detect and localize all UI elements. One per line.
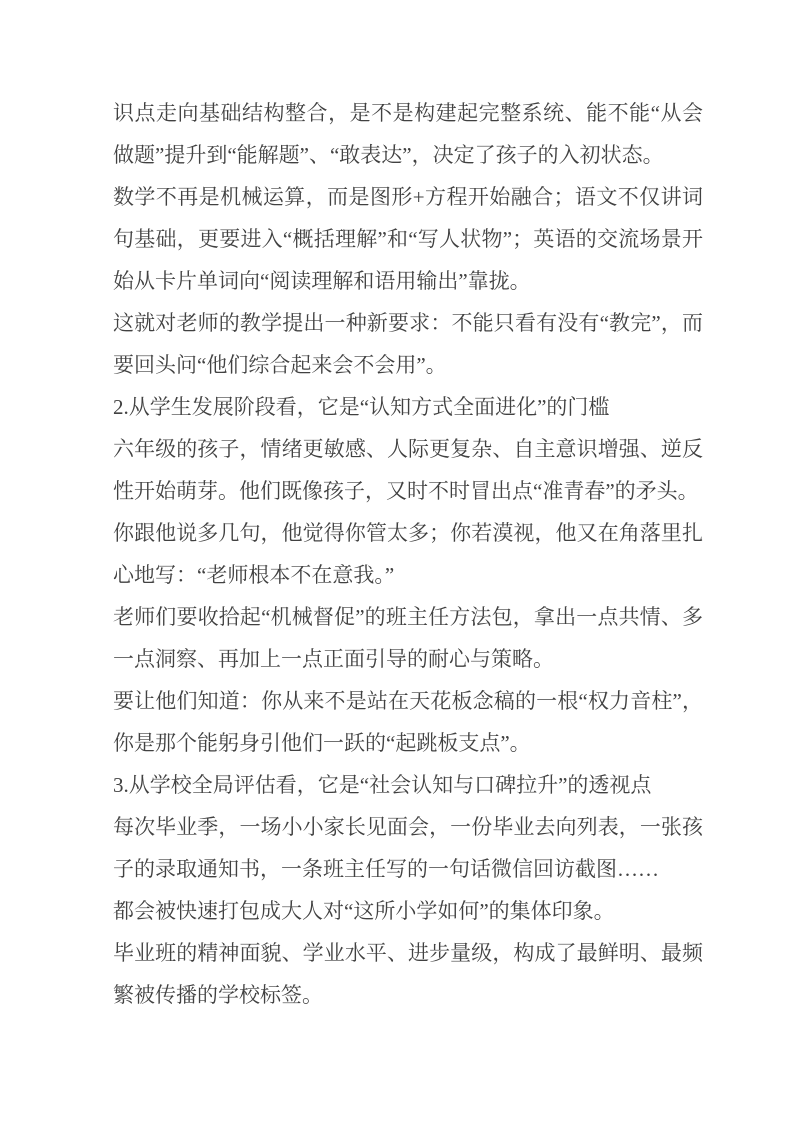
- paragraph: [113, 932, 703, 1016]
- text-line: 你是那个能躬身引他们一跃的“起跳板支点”。: [113, 731, 531, 755]
- paragraph: [113, 512, 703, 596]
- text-line: 句基础，更要进入“概括理解”和“写人状物”；英语的交流场景开: [113, 227, 703, 251]
- text-line: 繁被传播的学校标签。: [113, 983, 323, 1007]
- text-line: 2.从学生发展阶段看，它是“认知方式全面进化”的门槛: [113, 395, 610, 419]
- text-line: 都会被快速打包成大人对“这所小学如何”的集体印象。: [113, 899, 615, 923]
- document-text-block: [113, 92, 703, 1016]
- paragraph: [113, 302, 703, 386]
- text-line: 要回头问“他们综合起来会不会用”。: [113, 353, 447, 377]
- text-line: 六年级的孩子，情绪更敏感、人际更复杂、自主意识增强、逆反: [113, 437, 703, 461]
- text-line: 始从卡片单词向“阅读理解和语用输出”靠拢。: [113, 269, 531, 293]
- paragraph: [113, 92, 703, 176]
- text-line: 每次毕业季，一场小小家长见面会，一份毕业去向列表，一张孩: [113, 815, 703, 839]
- text-line: 子的录取通知书，一条班主任写的一句话微信回访截图……: [113, 857, 659, 881]
- text-line: 心地写：“老师根本不在意我。”: [113, 563, 395, 587]
- paragraph: [113, 428, 703, 512]
- text-line: 做题”提升到“能解题”、“敢表达”，决定了孩子的入初状态。: [113, 143, 664, 167]
- text-line: 识点走向基础结构整合，是不是构建起完整系统、能不能“从会: [113, 101, 703, 125]
- text-line: 数学不再是机械运算，而是图形+方程开始融合；语文不仅讲词: [113, 185, 703, 209]
- paragraph: [113, 596, 703, 680]
- text-line: 你跟他说多几句，他觉得你管太多；你若漠视，他又在角落里扎: [113, 521, 703, 545]
- paragraph: [113, 680, 703, 764]
- text-line: 毕业班的精神面貌、学业水平、进步量级，构成了最鲜明、最频: [113, 941, 703, 965]
- paragraph: [113, 890, 703, 932]
- text-line: 老师们要收拾起“机械督促”的班主任方法包，拿出一点共情、多: [113, 605, 703, 629]
- paragraph: [113, 176, 703, 302]
- text-line: 要让他们知道：你从来不是站在天花板念稿的一根“权力音柱”，: [113, 689, 703, 713]
- section-heading: [113, 764, 703, 806]
- paragraph: [113, 806, 703, 890]
- section-heading: [113, 386, 703, 428]
- text-line: 3.从学校全局评估看，它是“社会认知与口碑拉升”的透视点: [113, 773, 652, 797]
- text-line: 性开始萌芽。他们既像孩子，又时不时冒出点“准青春”的矛头。: [113, 479, 699, 503]
- text-line: 这就对老师的教学提出一种新要求：不能只看有没有“教完”，而: [113, 311, 703, 335]
- text-line: 一点洞察、再加上一点正面引导的耐心与策略。: [113, 647, 554, 671]
